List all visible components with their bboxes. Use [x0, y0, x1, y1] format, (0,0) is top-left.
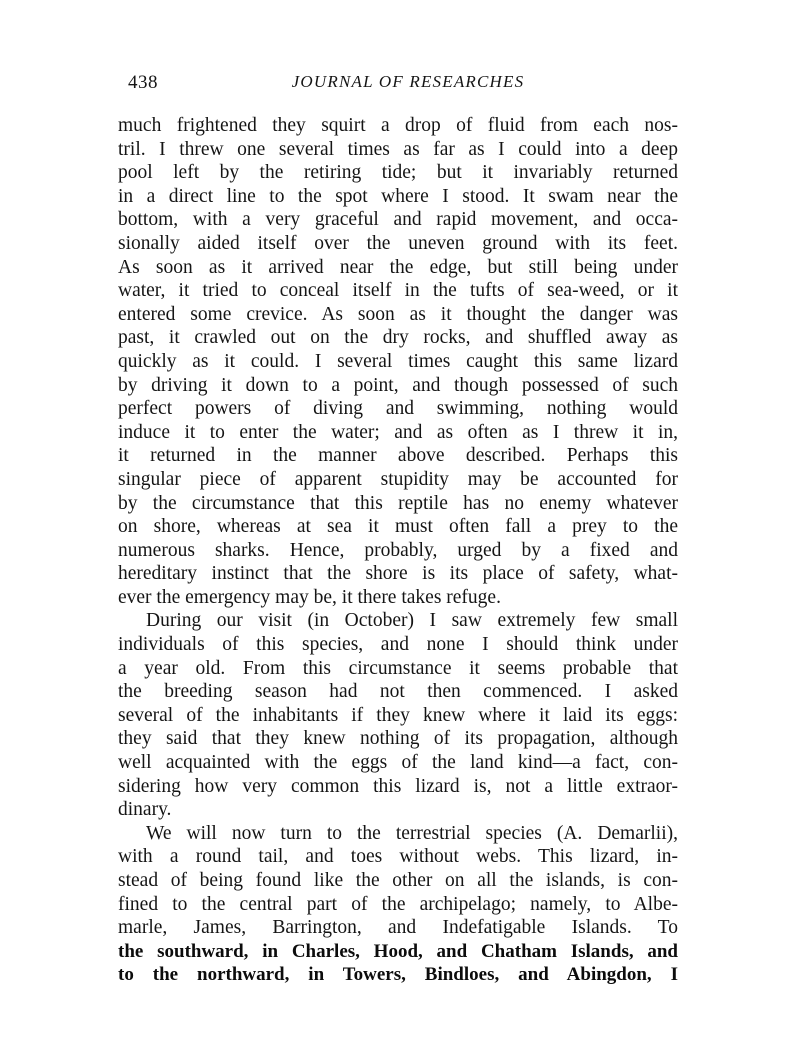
text-line: numerous sharks. Hence, probably, urged by a fixed and [118, 539, 678, 561]
text-line: a year old. From this circumstance it seems probable that [118, 657, 678, 679]
text-line: sidering how very common this lizard is, not a little extraor- [118, 775, 678, 797]
page-number: 438 [128, 72, 158, 93]
text-line: by the circumstance that this reptile has no enemy whatever [118, 492, 678, 514]
paragraph-2 [118, 609, 678, 821]
text-line: quickly as it could. I several times caught this same lizard [118, 350, 678, 372]
text-line: During our visit (in October) I saw extremely few small [146, 610, 678, 632]
text-line: sionally aided itself over the uneven ground with its feet. [118, 232, 678, 254]
text-line: on shore, whereas at sea it must often fall a prey to the [118, 516, 678, 538]
text-line: marle, James, Barrington, and Indefatigable Islands. To [118, 917, 678, 939]
text-line: entered some crevice. As soon as it thought the danger was [118, 303, 678, 325]
text-line: water, it tried to conceal itself in the tufts of sea-weed, or it [118, 280, 678, 302]
page-header [128, 72, 688, 98]
text-line: dinary. [118, 799, 172, 821]
text-line: singular piece of apparent stupidity may be accounted for [118, 468, 678, 490]
text-line: to the northward, in Towers, Bindloes, and Abingdon, I [118, 964, 678, 986]
text-line: As soon as it arrived near the edge, but still being under [118, 256, 678, 278]
text-line: fined to the central part of the archipelago; namely, to Albe- [118, 893, 678, 915]
text-line: the southward, in Charles, Hood, and Chatham Islands, and [118, 940, 678, 962]
text-line: several of the inhabitants if they knew where it laid its eggs: [118, 704, 678, 726]
text-line: perfect powers of diving and swimming, nothing would [118, 398, 678, 420]
text-line: it returned in the manner above described. Perhaps this [118, 445, 678, 467]
body-text [118, 114, 678, 987]
text-line: well acquainted with the eggs of the land kind—a fact, con- [118, 752, 678, 774]
text-line: individuals of this species, and none I should think under [118, 634, 678, 656]
paragraph-1 [118, 114, 678, 609]
paragraph-3 [118, 822, 678, 987]
text-line: ever the emergency may be, it there takes refuge. [118, 586, 501, 608]
text-line: induce it to enter the water; and as often as I threw it in, [118, 421, 678, 443]
text-line: much frightened they squirt a drop of fluid from each nos- [118, 115, 678, 136]
running-head: JOURNAL OF RESEARCHES [291, 72, 525, 91]
text-line: bottom, with a very graceful and rapid movement, and occa- [118, 209, 678, 231]
text-line: with a round tail, and toes without webs. This lizard, in- [118, 846, 678, 868]
text-line: they said that they knew nothing of its propagation, although [118, 728, 678, 750]
text-line: We will now turn to the terrestrial species (A. Demarlii), [146, 822, 678, 844]
text-line: stead of being found like the other on all the islands, is con- [118, 870, 678, 891]
text-line: in a direct line to the spot where I stood. It swam near the [118, 185, 678, 207]
text-line: tril. I threw one several times as far as I could into a deep [118, 138, 678, 160]
text-line: the breeding season had not then commenced. I asked [118, 681, 678, 703]
text-line: pool left by the retiring tide; but it invariably returned [118, 162, 678, 184]
text-line: past, it crawled out on the dry rocks, and shuffled away as [118, 327, 678, 349]
text-line: by driving it down to a point, and though possessed of such [118, 374, 678, 396]
text-line: hereditary instinct that the shore is its place of safety, what- [118, 563, 678, 585]
